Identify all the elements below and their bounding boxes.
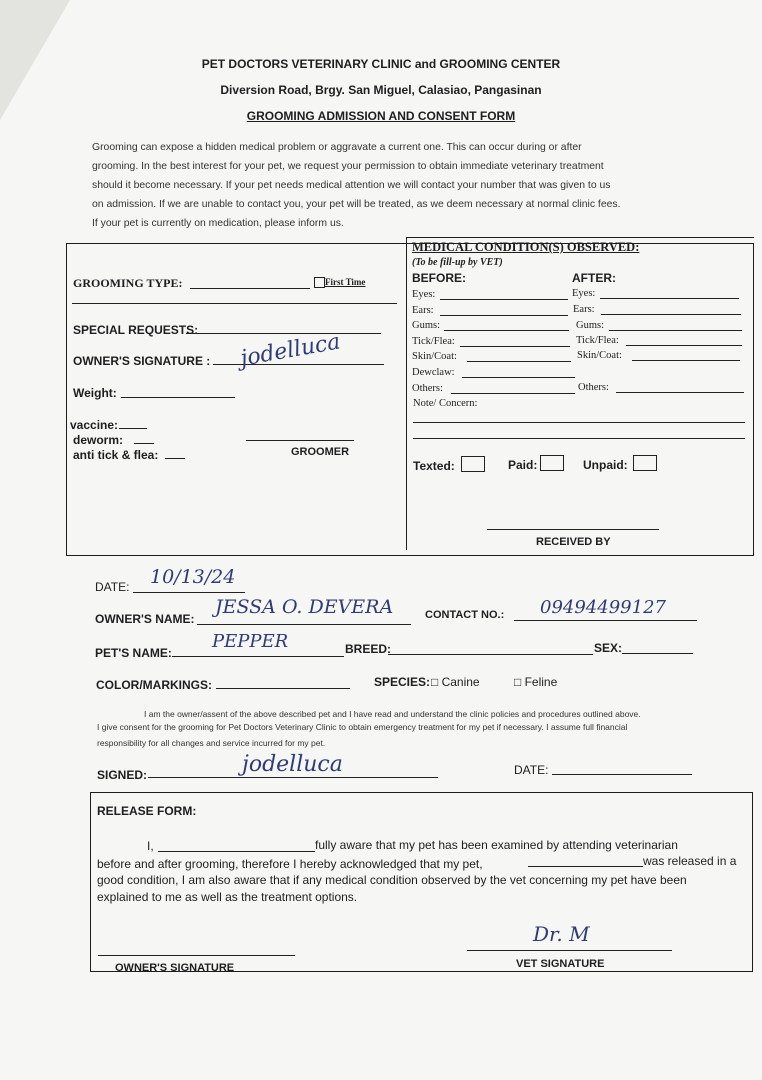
intro-line: Grooming can expose a hidden medical problem or aggravate a current one. This can occur during or after — [92, 142, 582, 153]
date-field[interactable] — [133, 592, 245, 593]
canine-option[interactable]: □ Canine — [431, 675, 480, 689]
grooming-type-field[interactable] — [190, 288, 310, 289]
eyes-after-field[interactable] — [600, 298, 739, 299]
ears-before-label: Ears: — [412, 305, 434, 316]
gums-after-label: Gums: — [576, 320, 605, 331]
eyes-after-label: Eyes: — [572, 288, 596, 299]
medical-condition-subtitle: (To be fill-up by VET) — [412, 257, 503, 268]
vaccine-field[interactable] — [119, 428, 147, 429]
anti-tick-label: anti tick & flea: — [73, 448, 159, 462]
grooming-type-label: GROOMING TYPE: — [73, 276, 183, 290]
consent-line: I give consent for the grooming for Pet Doctors Veterinary Clinic to obtain emergency treatment for my pet if necessary. I assume full financial — [97, 722, 628, 732]
release-line-4: explained to me as well as the treatment options. — [97, 890, 358, 904]
release-form-title: RELEASE FORM: — [97, 804, 197, 818]
weight-label: Weight: — [73, 386, 117, 400]
intro-line: should it become necessary. If your pet needs medical attention we will contact your number that was given to us — [92, 180, 611, 191]
signed-label: SIGNED: — [97, 768, 148, 782]
box-divider — [406, 238, 407, 550]
breed-label: BREED: — [345, 642, 392, 656]
others-before-field[interactable] — [451, 393, 575, 394]
consent-line: responsibility for all changes and service incurred for my pet. — [97, 738, 326, 748]
release-line-2b: was released in a — [643, 854, 737, 868]
owner-name-field[interactable] — [197, 624, 411, 625]
date2-field[interactable] — [552, 774, 692, 775]
received-by-line[interactable] — [487, 529, 659, 530]
release-pet-field[interactable] — [528, 866, 643, 867]
note-line-1[interactable] — [413, 422, 745, 423]
clinic-address: Diversion Road, Brgy. San Miguel, Calasiao, Pangasinan — [220, 83, 542, 97]
ears-after-field[interactable] — [601, 314, 741, 315]
medical-condition-title: MEDICAL CONDITION(S) OBSERVED: — [412, 240, 640, 254]
deworm-field[interactable] — [134, 443, 154, 444]
paid-label: Paid: — [508, 458, 538, 472]
clinic-name: PET DOCTORS VETERINARY CLINIC and GROOMING CENTER — [201, 57, 561, 71]
owner-signature-label: OWNER'S SIGNATURE : — [73, 354, 211, 368]
owner-name-value: JESSA O. DEVERA — [215, 596, 394, 618]
sex-field[interactable] — [622, 653, 693, 654]
note-concern-label: Note/ Concern: — [413, 398, 478, 409]
others-before-label: Others: — [412, 383, 443, 394]
owner-signature-release-line[interactable] — [98, 955, 295, 956]
special-requests-label: SPECIAL REQUESTS: — [73, 323, 199, 337]
pet-name-field[interactable] — [172, 656, 344, 657]
signed-field[interactable] — [148, 777, 438, 778]
intro-line: on admission. If we are unable to contact you, your pet will be treated, as we deem necessary at normal clinic fees. — [92, 199, 621, 210]
weight-field[interactable] — [121, 397, 235, 398]
contact-value: 09494499127 — [540, 597, 666, 618]
vaccine-label: vaccine: — [70, 418, 119, 432]
date-label: DATE: — [95, 580, 130, 594]
signed-value: jodelluca — [242, 752, 343, 777]
gums-before-label: Gums: — [412, 320, 441, 331]
color-markings-label: COLOR/MARKINGS: — [96, 678, 212, 692]
others-after-label: Others: — [578, 382, 609, 393]
intro-line: If your pet is currently on medication, please inform us. — [92, 218, 344, 229]
skin-coat-after-field[interactable] — [632, 360, 740, 361]
special-requests-field[interactable] — [186, 333, 381, 334]
release-line-1b: fully aware that my pet has been examined by attending veterinarian — [315, 838, 678, 852]
groomer-signature-line[interactable] — [246, 440, 354, 441]
tick-flea-after-field[interactable] — [626, 345, 742, 346]
contact-field[interactable] — [514, 620, 697, 621]
breed-field[interactable] — [388, 654, 593, 655]
pet-name-value: PEPPER — [212, 631, 289, 652]
pet-name-label: PET'S NAME: — [95, 646, 172, 660]
owner-signature-field[interactable] — [213, 364, 384, 365]
contact-label: CONTACT NO.: — [425, 609, 505, 621]
unpaid-checkbox[interactable] — [633, 455, 657, 471]
anti-tick-field[interactable] — [165, 458, 185, 459]
unpaid-label: Unpaid: — [583, 458, 628, 472]
date-value: 10/13/24 — [150, 566, 236, 588]
release-name-field[interactable] — [158, 851, 315, 852]
feline-option[interactable]: □ Feline — [514, 675, 558, 689]
received-by-label: RECEIVED BY — [536, 536, 611, 548]
species-label: SPECIES: — [374, 675, 431, 689]
groomer-label: GROOMER — [291, 446, 350, 458]
grooming-type-extra-line[interactable] — [72, 303, 397, 304]
ears-before-field[interactable] — [440, 315, 568, 316]
dewclaw-field[interactable] — [462, 377, 575, 378]
tick-flea-before-field[interactable] — [460, 346, 570, 347]
owner-name-label: OWNER'S NAME: — [95, 612, 195, 626]
vet-signature-line[interactable] — [467, 950, 672, 951]
vet-signature-label: VET SIGNATURE — [516, 958, 605, 970]
after-heading: AFTER: — [572, 271, 616, 285]
vet-signature-value: Dr. M — [533, 922, 590, 946]
others-after-field[interactable] — [616, 392, 744, 393]
eyes-before-field[interactable] — [440, 299, 568, 300]
owner-signature-handwritten: jodelluca — [238, 329, 343, 372]
tick-flea-after-label: Tick/Flea: — [576, 335, 619, 346]
first-time-label: First Time — [325, 277, 366, 287]
deworm-label: deworm: — [73, 433, 124, 447]
texted-checkbox[interactable] — [461, 456, 485, 472]
intro-line: grooming. In the best interest for your pet, we request your permission to obtain immediate veterinary treatment — [92, 161, 604, 172]
texted-label: Texted: — [413, 459, 455, 473]
date2-label: DATE: — [514, 763, 549, 777]
gums-after-field[interactable] — [609, 330, 742, 331]
dewclaw-label: Dewclaw: — [412, 367, 455, 378]
tick-flea-before-label: Tick/Flea: — [412, 336, 455, 347]
release-line-1a: I, — [147, 839, 154, 853]
paid-checkbox[interactable] — [540, 455, 564, 471]
skin-coat-after-label: Skin/Coat: — [577, 350, 622, 361]
box-divider-top — [406, 237, 754, 238]
note-line-2[interactable] — [413, 438, 745, 439]
gums-before-field[interactable] — [444, 330, 569, 331]
skin-coat-before-field[interactable] — [467, 361, 571, 362]
release-line-2a: before and after grooming, therefore I hereby acknowledged that my pet, — [97, 857, 483, 871]
owner-signature-release-label: OWNER'S SIGNATURE — [115, 962, 235, 974]
consent-line: I am the owner/assent of the above described pet and I have read and understand the clinic policies and procedures outlined above. — [144, 709, 641, 719]
first-time-checkbox[interactable] — [314, 277, 325, 288]
eyes-before-label: Eyes: — [412, 289, 436, 300]
sex-label: SEX: — [594, 641, 623, 655]
form-title: GROOMING ADMISSION AND CONSENT FORM — [246, 109, 516, 123]
before-heading: BEFORE: — [412, 271, 466, 285]
skin-coat-before-label: Skin/Coat: — [412, 351, 457, 362]
release-line-3: good condition, I am also aware that if any medical condition observed by the vet concerning my pet have been — [97, 873, 687, 887]
color-markings-field[interactable] — [216, 688, 350, 689]
ears-after-label: Ears: — [573, 304, 595, 315]
